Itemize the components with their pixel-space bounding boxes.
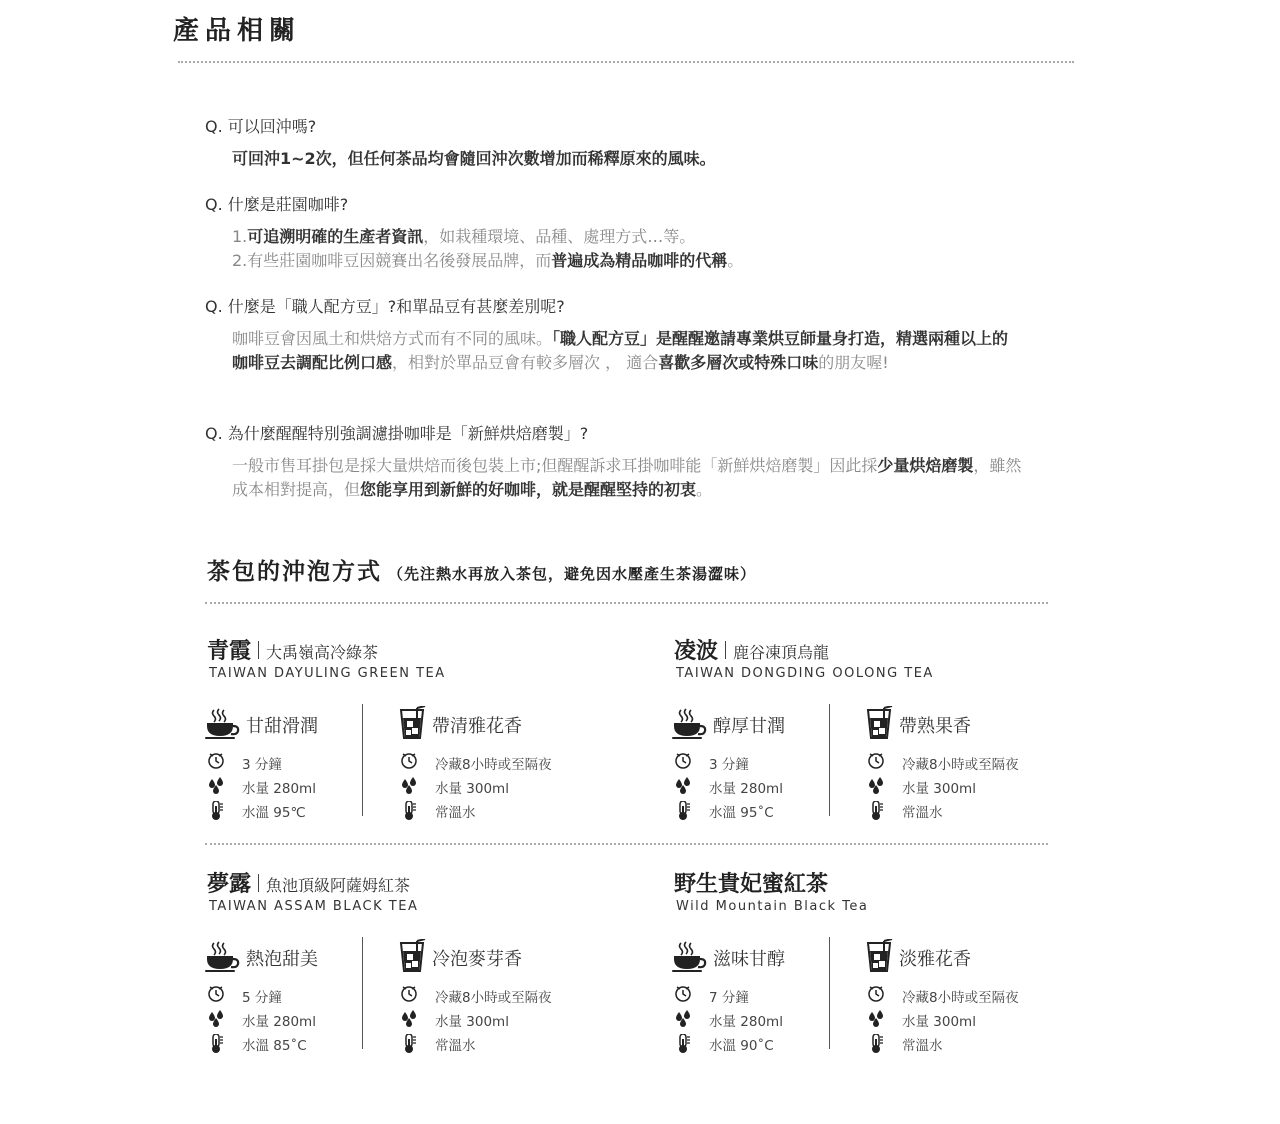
hot-cup-icon [671, 706, 707, 740]
hot-brew: 滋味甘醇 7 分鐘 水量 280ml 水溫 90˚C [671, 939, 861, 975]
clock-icon [868, 986, 886, 1004]
faq-item [205, 192, 1035, 273]
divider [178, 61, 1074, 63]
tea-english-name: Wild Mountain Black Tea [676, 899, 869, 914]
faq-item [205, 294, 1035, 375]
water-drops-icon [401, 777, 419, 795]
hot-brew: 熱泡甜美 5 分鐘 水量 280ml 水溫 85˚C [204, 939, 394, 975]
faq-question: Q. 什麼是「職人配方豆」?和單品豆有甚麼差別呢? [205, 297, 565, 316]
clock-icon [675, 753, 693, 771]
water-drops-icon [675, 1010, 693, 1028]
thermometer-icon [868, 801, 886, 821]
water-drops-icon [868, 777, 886, 795]
divider [362, 704, 363, 816]
water-drops-icon [868, 1010, 886, 1028]
tea-card [207, 867, 647, 1067]
faq-question: Q. 可以回沖嗎? [205, 117, 317, 136]
cold-brew: 帶熟果香 冷藏8小時或至隔夜 水量 300ml 常溫水 [864, 706, 1054, 742]
water-drops-icon [675, 777, 693, 795]
divider [829, 937, 830, 1049]
divider [829, 704, 830, 816]
faq-answer: 可回沖1~2次，但任何茶品均會隨回沖次數增加而稀釋原來的風味。 [232, 149, 716, 168]
faq-question: Q. 什麼是莊園咖啡? [205, 195, 349, 214]
thermometer-icon [208, 1034, 226, 1054]
clock-icon [401, 753, 419, 771]
page-title: 產品相關 [173, 16, 302, 46]
thermometer-icon [675, 801, 693, 821]
divider [205, 843, 1048, 845]
tea-english-name: TAIWAN ASSAM BLACK TEA [209, 899, 419, 914]
hot-cup-icon [204, 706, 240, 740]
cold-cup-icon [397, 939, 431, 975]
tea-english-name: TAIWAN DAYULING GREEN TEA [209, 666, 446, 681]
tea-name: 夢露 [207, 871, 252, 897]
thermometer-icon [868, 1034, 886, 1054]
water-drops-icon [208, 777, 226, 795]
brew-section-note: （先注熱水再放入茶包，避免因水壓產生茶湯澀味） [388, 565, 757, 583]
water-drops-icon [401, 1010, 419, 1028]
tea-subtitle: 魚池頂級阿薩姆紅茶 [266, 876, 411, 895]
tea-card [674, 634, 1114, 834]
cold-brew: 帶清雅花香 冷藏8小時或至隔夜 水量 300ml 常溫水 [397, 706, 587, 742]
faq-answer: 一般市售耳掛包是採大量烘焙而後包裝上市;但醒醒訴求耳掛咖啡能「新鮮烘焙磨製」因此採少量烘焙磨製，雖然成本相對提高，但您能享用到新鮮的好咖啡，就是醒醒堅持的初衷。 [232, 456, 1022, 499]
cold-cup-icon [397, 706, 431, 742]
tea-english-name: TAIWAN DONGDING OOLONG TEA [676, 666, 934, 681]
hot-cup-icon [671, 939, 707, 973]
clock-icon [208, 986, 226, 1004]
cold-cup-icon [864, 939, 898, 975]
water-drops-icon [208, 1010, 226, 1028]
cold-brew: 淡雅花香 冷藏8小時或至隔夜 水量 300ml 常溫水 [864, 939, 1054, 975]
brew-section-title: 茶包的沖泡方式 （先注熱水再放入茶包，避免因水壓產生茶湯澀味） [207, 558, 757, 585]
thermometer-icon [208, 801, 226, 821]
divider [362, 937, 363, 1049]
hot-cup-icon [204, 939, 240, 973]
tea-name: 凌波 [674, 638, 719, 664]
thermometer-icon [401, 801, 419, 821]
faq-answer: 咖啡豆會因風土和烘焙方式而有不同的風味。「職人配方豆」是醒醒邀請專業烘豆師量身打造，精選兩種以上的咖啡豆去調配比例口感，相對於單品豆會有較多層次 ， 適合喜歡多層次或特殊口味的朋友喔! [232, 329, 1009, 372]
hot-brew: 甘甜滑潤 3 分鐘 水量 280ml 水溫 95℃ [204, 706, 394, 742]
tea-subtitle: 大禹嶺高冷綠茶 [266, 643, 379, 662]
tea-card [674, 867, 1114, 1067]
clock-icon [675, 986, 693, 1004]
tea-name: 青霞 [207, 638, 252, 664]
faq-question: Q. 為什麼醒醒特別強調濾掛咖啡是「新鮮烘焙磨製」? [205, 424, 589, 443]
cold-brew: 冷泡麥芽香 冷藏8小時或至隔夜 水量 300ml 常溫水 [397, 939, 587, 975]
faq-item [205, 421, 1035, 502]
tea-name: 野生貴妃蜜紅茶 [674, 871, 829, 897]
clock-icon [401, 986, 419, 1004]
tea-subtitle: 鹿谷凍頂烏龍 [733, 643, 830, 662]
clock-icon [208, 753, 226, 771]
divider [205, 602, 1048, 604]
faq-item [205, 114, 1035, 171]
thermometer-icon [401, 1034, 419, 1054]
cold-cup-icon [864, 706, 898, 742]
clock-icon [868, 753, 886, 771]
tea-card [207, 634, 647, 834]
hot-brew: 醇厚甘潤 3 分鐘 水量 280ml 水溫 95˚C [671, 706, 861, 742]
faq-answer: 1.可追溯明確的生產者資訊，如栽種環境、品種、處理方式…等。 2.有些莊園咖啡豆因競賽出名後發展品牌，而普遍成為精品咖啡的代稱。 [232, 227, 744, 270]
thermometer-icon [675, 1034, 693, 1054]
